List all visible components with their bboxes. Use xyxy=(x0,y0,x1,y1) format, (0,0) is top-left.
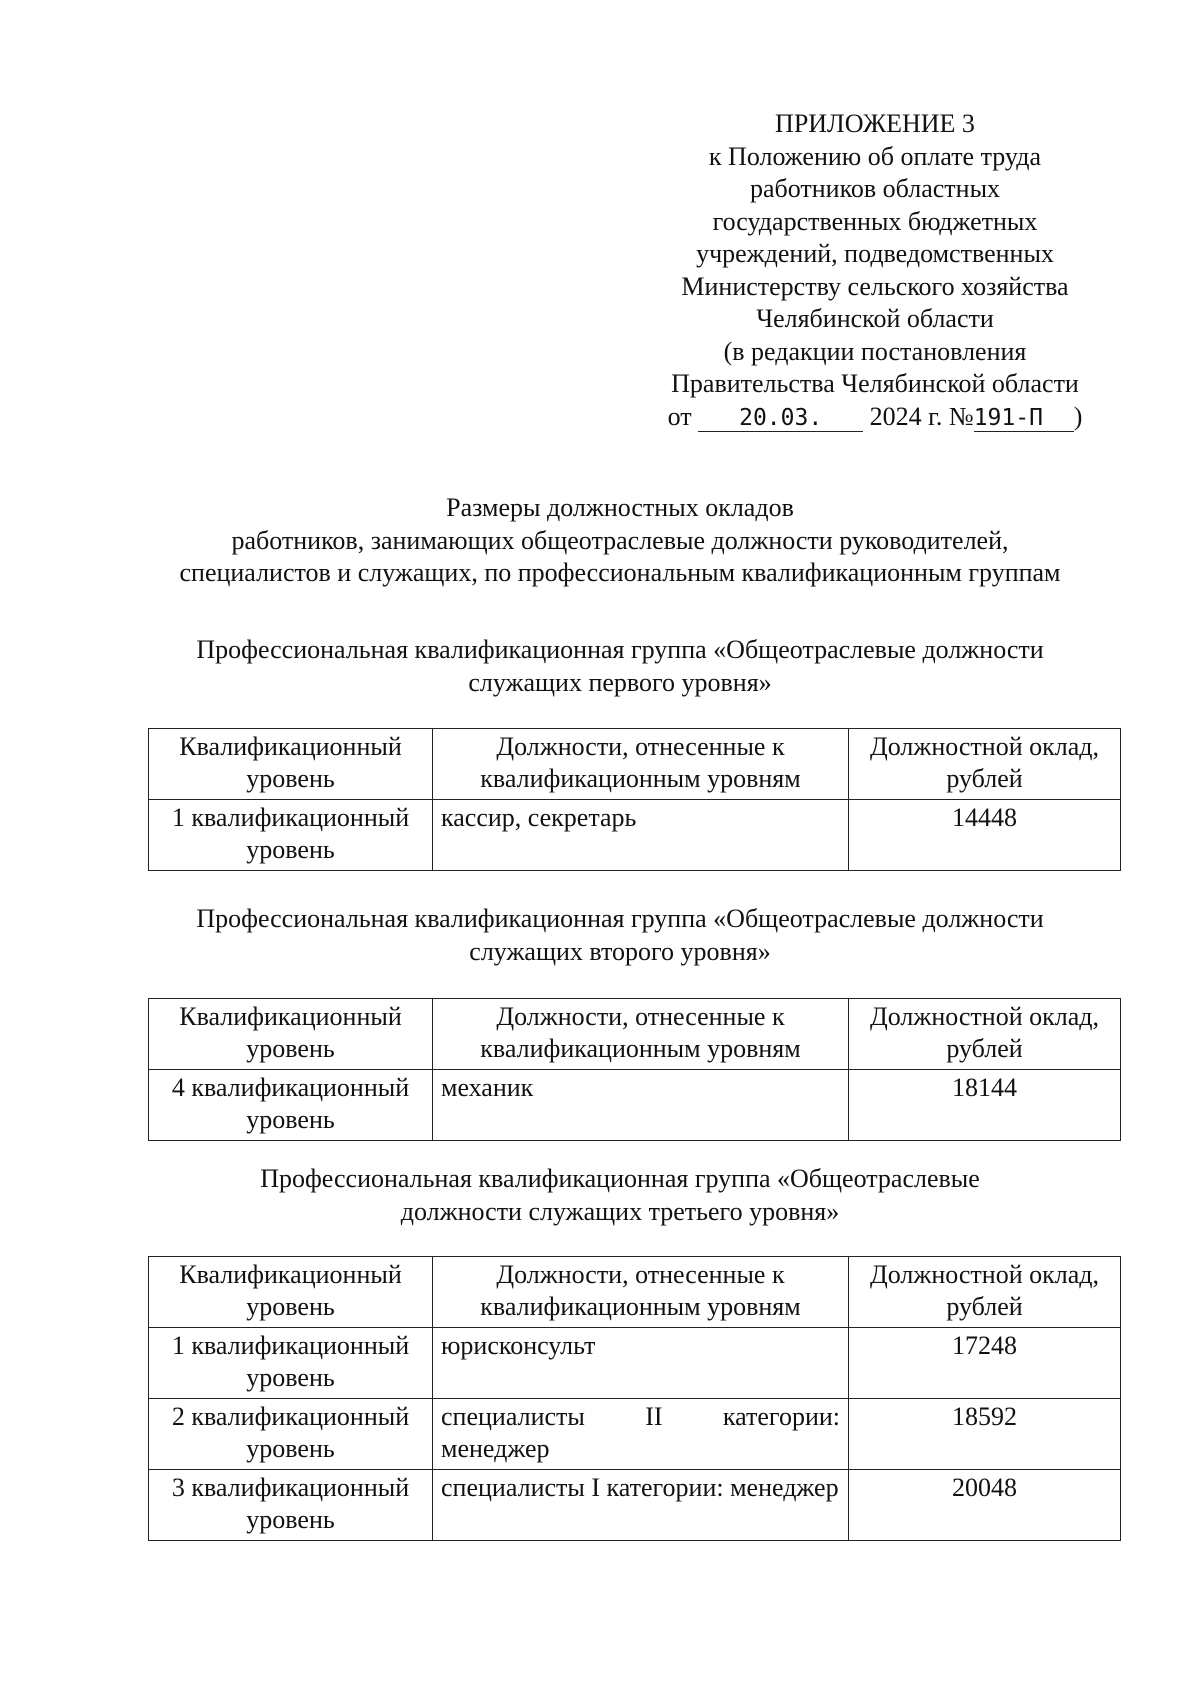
header-salary: Должностной оклад, рублей xyxy=(849,1257,1121,1328)
annex-title: ПРИЛОЖЕНИЕ 3 xyxy=(775,109,975,138)
document-title xyxy=(130,492,1110,590)
header-salary: Должностной оклад, рублей xyxy=(849,999,1121,1070)
group-2-title xyxy=(130,903,1110,968)
resolution-number: 191-П xyxy=(974,405,1074,432)
positions-cell: специалисты II категории: менеджер xyxy=(433,1399,849,1470)
annex-line: Челябинской области xyxy=(756,304,994,333)
annex-line: учреждений, подведомственных xyxy=(696,239,1054,268)
level-cell: 4 квалификационный уровень xyxy=(149,1070,433,1141)
header-positions: Должности, отнесенные к квалификационным уровням xyxy=(433,729,849,800)
salary-cell: 14448 xyxy=(849,800,1121,871)
salary-cell: 20048 xyxy=(849,1470,1121,1541)
positions-cell: кассир, секретарь xyxy=(433,800,849,871)
group-1-title xyxy=(130,634,1110,699)
group-title-line: служащих первого уровня» xyxy=(468,667,772,697)
salary-cell: 18592 xyxy=(849,1399,1121,1470)
title-line: работников, занимающих общеотраслевые должности руководителей, xyxy=(231,525,1009,555)
group-title-line: Профессиональная квалификационная группа «Общеотраслевые должности xyxy=(196,904,1044,933)
salary-cell: 17248 xyxy=(849,1328,1121,1399)
table-header-row xyxy=(149,999,1121,1070)
annex-line: к Положению об оплате труда xyxy=(708,141,1042,171)
salary-cell: 18144 xyxy=(849,1070,1121,1141)
table-header-row xyxy=(149,729,1121,800)
annex-line: (в редакции постановления xyxy=(723,336,1027,366)
table-row xyxy=(149,1070,1121,1141)
annex-line: Министерству сельского хозяйства xyxy=(681,271,1069,301)
annex-line: Правительства Челябинской области xyxy=(671,369,1079,398)
positions-cell: юрисконсульт xyxy=(433,1328,849,1399)
header-level: Квалификационный уровень xyxy=(149,1257,433,1328)
header-positions: Должности, отнесенные к квалификационным уровням xyxy=(433,1257,849,1328)
annex-line: государственных бюджетных xyxy=(712,206,1038,236)
table-row xyxy=(149,1399,1121,1470)
table-header-row xyxy=(149,1257,1121,1328)
level-cell: 2 квалификационный уровень xyxy=(149,1399,433,1470)
header-level: Квалификационный уровень xyxy=(149,999,433,1070)
group-3-title xyxy=(130,1163,1110,1228)
level-cell: 1 квалификационный уровень xyxy=(149,800,433,871)
group-2-table xyxy=(148,998,1121,1141)
header-salary: Должностной оклад, рублей xyxy=(849,729,1121,800)
header-level: Квалификационный уровень xyxy=(149,729,433,800)
group-title-line: Профессиональная квалификационная группа «Общеотраслевые xyxy=(260,1164,980,1193)
group-3-table xyxy=(148,1256,1121,1541)
annex-header xyxy=(640,108,1110,433)
table-row xyxy=(149,800,1121,871)
resolution-date-line xyxy=(640,401,1110,434)
date-prefix: от xyxy=(667,401,692,431)
closing-paren: ) xyxy=(1073,401,1083,431)
title-line: специалистов и служащих, по профессиональным квалификационным группам xyxy=(179,558,1061,587)
year-label: 2024 г. № xyxy=(869,401,974,431)
group-title-line: служащих второго уровня» xyxy=(469,936,771,966)
annex-line: работников областных xyxy=(749,174,1001,203)
resolution-date: 20.03. xyxy=(698,405,863,432)
positions-cell: специалисты I категории: менеджер xyxy=(433,1470,849,1541)
group-title-line: Профессиональная квалификационная группа «Общеотраслевые должности xyxy=(196,635,1044,664)
table-row xyxy=(149,1328,1121,1399)
positions-cell: механик xyxy=(433,1070,849,1141)
level-cell: 1 квалификационный уровень xyxy=(149,1328,433,1399)
group-1-table xyxy=(148,728,1121,871)
table-row xyxy=(149,1470,1121,1541)
level-cell: 3 квалификационный уровень xyxy=(149,1470,433,1541)
group-title-line: должности служащих третьего уровня» xyxy=(400,1196,840,1226)
header-positions: Должности, отнесенные к квалификационным уровням xyxy=(433,999,849,1070)
title-line: Размеры должностных окладов xyxy=(446,493,794,522)
